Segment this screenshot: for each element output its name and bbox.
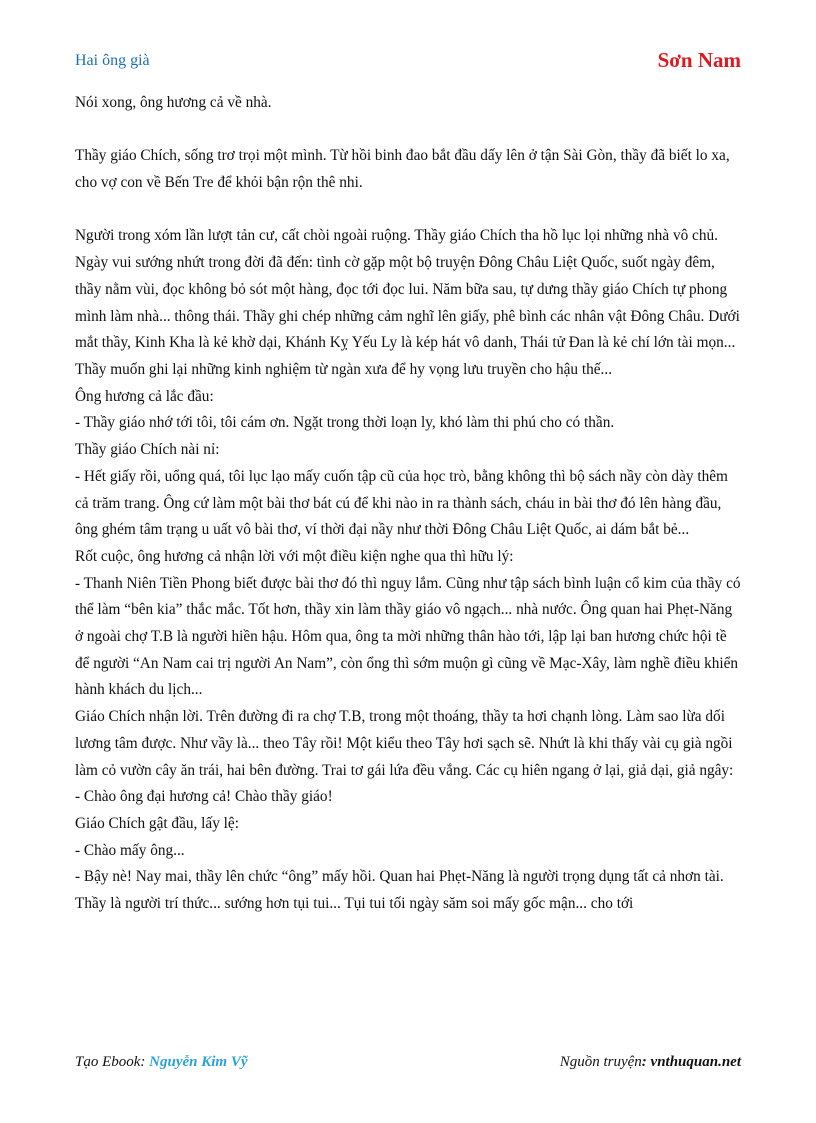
paragraph-10: - Chào ông đại hương cả! Chào thầy giáo! <box>75 788 333 806</box>
ebook-separator: : <box>140 1054 150 1070</box>
author-name: Sơn Nam <box>657 48 741 72</box>
paragraph-4: - Thầy giáo nhớ tới tôi, tôi cám ơn. Ngặt trong thời loạn ly, khó làm thi phú cho có thần. <box>75 414 615 432</box>
paragraph-13: - Bậy nè! Nay mai, thầy lên chức “ông” mấy hồi. Quan hai Phẹt-Năng là người trọng dụng tất cả nhơn tài. Thầy là người trí thức... sướng hơn tụi tui... Tụi tui tối ngày săm soi mấy gốc mận... cho tới <box>75 868 724 913</box>
story-body <box>75 90 743 918</box>
paragraph-9: Giáo Chích nhận lời. Trên đường đi ra chợ T.B, trong một thoáng, thầy ta hơi chạnh lòng. Làm sao lừa dối lương tâm được. Như vầy là... theo Tây rồi! Một kiểu theo Tây hơi sạch sẽ. Nhứt là khi thấy vài cụ già ngồi làm cỏ vườn cây ăn trái, hai bên đường. Trai tơ gái lứa đều vắng. Các cụ hiên ngang ở lại, giả dại, giả ngây: <box>75 708 734 779</box>
paragraph-3: Ông hương cả lắc đầu: <box>75 387 214 405</box>
paragraph-gap <box>75 117 743 144</box>
paragraph-11: Giáo Chích gật đầu, lấy lệ: <box>75 814 239 832</box>
ebook-label: Tạo Ebook <box>75 1054 141 1070</box>
paragraph-8: - Thanh Niên Tiền Phong biết được bài thơ đó thì nguy lắm. Cũng như tập sách bình luận cổ kim của thầy có thể làm “bên kia” thắc mắc. Tốt hơn, thầy xin làm thầy giáo vô ngạch... nhà nước. Ông quan hai Phẹt-Năng ở ngoài chợ T.B là người hiền hậu. Hôm qua, ông ta mời những thân hào tới, lập lại ban hương chức hội tề để người “An Nam cai trị người An Nam”, còn ổng thì sớm muộn gì cũng về Mạc-Xây, làm nghề điều khiển hành khách du lịch... <box>75 574 741 699</box>
source-credit <box>560 1054 741 1071</box>
paragraph-2: Người trong xóm lần lượt tản cư, cất chòi ngoài ruộng. Thầy giáo Chích tha hồ lục lọi những nhà vô chủ. Ngày vui sướng nhứt trong đời đã đến: tình cờ gặp một bộ truyện Đông Châu Liệt Quốc, suốt ngày đêm, thầy nằm vùi, đọc không bỏ sót một hàng, đọc tới đọc lui. Năm bữa sau, tự dưng thầy giáo Chích tự phong mình làm nhà... thông thái. Thầy ghi chép những cảm nghĩ lên giấy, phê bình các nhân vật Đông Châu. Dưới mắt thầy, Kinh Kha là kẻ khờ dại, Khánh Kỵ Yếu Ly là kép hát vô danh, Thái tử Đan là kẻ chí lớn tài mọn... Thầy muốn ghi lại những kinh nghiệm từ ngàn xưa để hy vọng lưu truyền cho hậu thế... <box>75 227 740 378</box>
paragraph-1: Thầy giáo Chích, sống trơ trọi một mình. Từ hồi binh đao bắt đầu dấy lên ở tận Sài Gòn, thầy đã biết lo xa, cho vợ con về Bến Tre để khỏi bận rộn thê nhi. <box>75 147 730 192</box>
paragraph-0: Nói xong, ông hương cả về nhà. <box>75 94 272 111</box>
source-separator: : <box>641 1054 651 1070</box>
paragraph-5: Thầy giáo Chích nài nỉ: <box>75 441 220 459</box>
source-label: Nguồn truyện <box>559 1054 642 1070</box>
paragraph-6: - Hết giấy rồi, uổng quá, tôi lục lạo mấy cuốn tập cũ của học trò, bằng không thì bộ sách nầy còn dày thêm cả trăm trang. Ông cứ làm một bài thơ bát cú để khi nào in ra thành sách, cháu in bài thơ đó lên hàng đầu, ông ghém tâm trạng u uất vô bài thơ, ví thời đại nầy như thời Đông Châu Liệt Quốc, ai dám bắt bẻ... <box>75 467 728 539</box>
page-header <box>75 48 741 76</box>
paragraph-12: - Chào mấy ông... <box>75 841 185 859</box>
page-footer <box>75 1054 741 1078</box>
source-site: vnthuquan.net <box>650 1054 741 1070</box>
paragraph-7: Rốt cuộc, ông hương cả nhận lời với một điều kiện nghe qua thì hữu lý: <box>75 547 514 565</box>
paragraph-gap <box>75 197 743 224</box>
ebook-credit <box>75 1054 248 1071</box>
book-title: Hai ông già <box>75 52 150 69</box>
ebook-author: Nguyễn Kim Vỹ <box>149 1054 248 1070</box>
